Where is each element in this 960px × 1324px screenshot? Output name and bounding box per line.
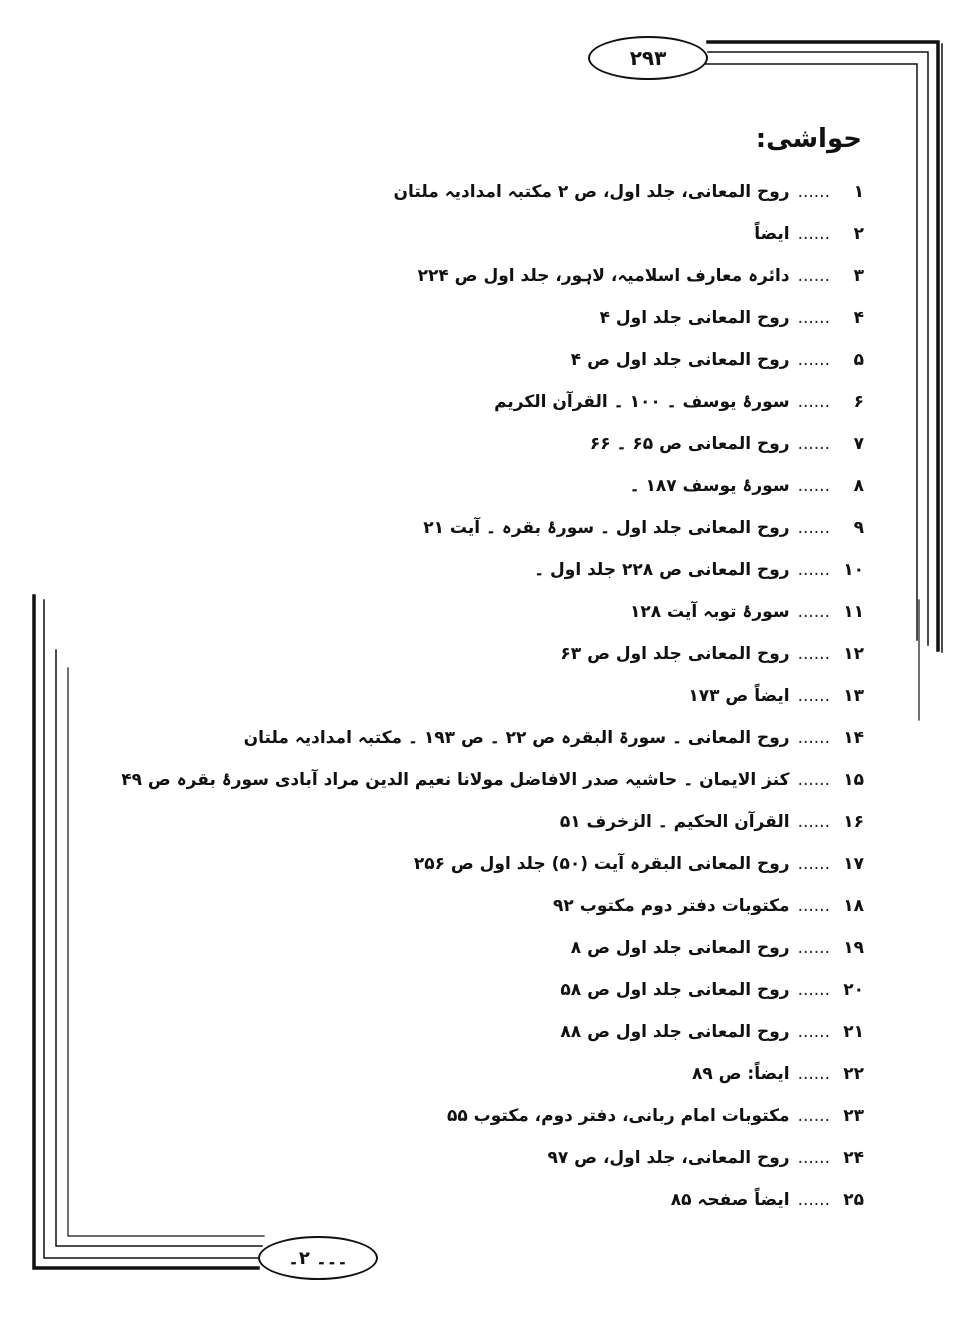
- footnote-leader-dots: ......: [797, 644, 830, 664]
- footnote-number: ۲۲: [843, 1064, 864, 1084]
- footnote-item: [121, 340, 864, 382]
- footnote-leader-dots: ......: [797, 1106, 830, 1126]
- footnote-leader-dots: ......: [797, 770, 830, 790]
- footnote-text: ایضاً ص ۱۷۳: [688, 686, 790, 706]
- footnote-item: [121, 298, 864, 340]
- footnote-item: [121, 592, 864, 634]
- footnote-text: روح المعانی، جلد اول، ص ۹۷: [547, 1148, 790, 1168]
- footnote-item: [121, 928, 864, 970]
- footnote-leader-dots: ......: [797, 896, 830, 916]
- footnote-text: سورۂ یوسف ۱۸۷ ۔: [629, 476, 790, 496]
- footnote-leader-dots: ......: [797, 476, 830, 496]
- footnotes-list: [121, 172, 864, 1222]
- footnote-leader-dots: ......: [797, 392, 830, 412]
- footnote-number: ۱: [853, 182, 864, 202]
- footnote-text: روح المعانی جلد اول ۴: [599, 308, 790, 328]
- footnote-item: [121, 466, 864, 508]
- footer-label: ۔۔۔ ۲۔: [288, 1247, 348, 1269]
- footnote-number: ۴: [853, 308, 864, 328]
- footnote-leader-dots: ......: [797, 1148, 830, 1168]
- footnote-text: روح المعانی جلد اول ص ۴: [570, 350, 790, 370]
- footnote-text: سورۂ یوسف ۔ ۱۰۰ ۔ القرآن الکریم: [494, 392, 790, 412]
- page-number: ۲۹۳: [629, 46, 667, 70]
- footnote-number: ۲۵: [843, 1190, 864, 1210]
- footnote-leader-dots: ......: [797, 938, 830, 958]
- footnote-leader-dots: ......: [797, 854, 830, 874]
- footnote-number: ۱۵: [843, 770, 864, 790]
- footnote-leader-dots: ......: [797, 980, 830, 1000]
- footnote-number: ۸: [853, 476, 864, 496]
- footnote-item: [121, 508, 864, 550]
- footnote-item: [121, 172, 864, 214]
- footnote-number: ۳: [853, 266, 864, 286]
- footnote-item: [121, 1180, 864, 1222]
- footnote-item: [121, 1138, 864, 1180]
- footnote-text: مکتوبات امام ربانی، دفتر دوم، مکتوب ۵۵: [446, 1106, 790, 1126]
- footnote-text: روح المعانی جلد اول ص ۸: [570, 938, 790, 958]
- footnote-item: [121, 550, 864, 592]
- footnote-text: ایضاً صفحہ ۸۵: [670, 1190, 790, 1210]
- footnote-text: روح المعانی ص ۲۲۸ جلد اول ۔: [534, 560, 790, 580]
- footnote-number: ۱۹: [843, 938, 864, 958]
- footnote-leader-dots: ......: [797, 560, 830, 580]
- footnote-leader-dots: ......: [797, 686, 830, 706]
- footnote-text: روح المعانی جلد اول ص ۶۳: [560, 644, 790, 664]
- footnote-leader-dots: ......: [797, 350, 830, 370]
- footnote-text: ایضاً: ص ۸۹: [691, 1064, 790, 1084]
- footnote-text: مکتوبات دفتر دوم مکتوب ۹۲: [553, 896, 790, 916]
- footnote-item: [121, 676, 864, 718]
- footnote-text: روح المعانی ص ۶۵ ۔ ۶۶: [589, 434, 790, 454]
- footer-oval: [258, 1236, 378, 1280]
- footnotes-heading: حواشی:: [755, 124, 862, 154]
- footnote-leader-dots: ......: [797, 1022, 830, 1042]
- footnote-leader-dots: ......: [797, 518, 830, 538]
- footnote-item: [121, 382, 864, 424]
- footnote-number: ۲۳: [843, 1106, 864, 1126]
- footnote-text: روح المعانی البقرہ آیت (۵۰) جلد اول ص ۲۵۶: [413, 854, 790, 874]
- footnote-number: ۱۸: [843, 896, 864, 916]
- footnote-item: [121, 424, 864, 466]
- footnote-number: ۲۴: [843, 1148, 864, 1168]
- footnote-number: ۱۲: [843, 644, 864, 664]
- footnote-text: القرآن الحکیم ۔ الزخرف ۵۱: [559, 812, 790, 832]
- footnote-number: ۱۱: [843, 602, 864, 622]
- footnote-item: [121, 1054, 864, 1096]
- footnote-text: روح المعانی جلد اول ص ۵۸: [560, 980, 790, 1000]
- footnote-item: [121, 886, 864, 928]
- footnote-text: دائرہ معارف اسلامیہ، لاہور، جلد اول ص ۲۲۴: [417, 266, 790, 286]
- page-number-oval: [588, 36, 708, 80]
- footnote-number: ۷: [853, 434, 864, 454]
- footnote-number: ۱۶: [843, 812, 864, 832]
- footnote-item: [121, 970, 864, 1012]
- footnote-item: [121, 1012, 864, 1054]
- footnote-text: کنز الایمان ۔ حاشیہ صدر الافاضل مولانا نعیم الدین مراد آبادی سورۂ بقرہ ص ۴۹: [121, 770, 790, 790]
- footnote-item: [121, 214, 864, 256]
- footnote-leader-dots: ......: [797, 602, 830, 622]
- footnote-number: ۲۱: [843, 1022, 864, 1042]
- footnote-number: ۲: [853, 224, 864, 244]
- footnote-leader-dots: ......: [797, 308, 830, 328]
- footnote-leader-dots: ......: [797, 182, 830, 202]
- footnote-number: ۱۷: [843, 854, 864, 874]
- footnote-text: روح المعانی، جلد اول، ص ۲ مکتبہ امدادیہ ملتان: [393, 182, 790, 202]
- footnote-item: [121, 634, 864, 676]
- footnote-number: ۱۴: [843, 728, 864, 748]
- footnote-leader-dots: ......: [797, 266, 830, 286]
- footnote-number: ۲۰: [843, 980, 864, 1000]
- footnote-number: ۱۳: [843, 686, 864, 706]
- footnote-item: [121, 256, 864, 298]
- footnote-item: [121, 802, 864, 844]
- footnote-number: ۹: [853, 518, 864, 538]
- footnote-text: روح المعانی ۔ سورۃ البقرہ ص ۲۲ ۔ ص ۱۹۳ ۔ مکتبہ امدادیہ ملتان: [243, 728, 790, 748]
- footnote-leader-dots: ......: [797, 812, 830, 832]
- footnote-leader-dots: ......: [797, 728, 830, 748]
- footnote-item: [121, 1096, 864, 1138]
- footnote-text: روح المعانی جلد اول ۔ سورۂ بقرہ ۔ آیت ۲۱: [423, 518, 790, 538]
- footnote-number: ۱۰: [843, 560, 864, 580]
- footnote-number: ۵: [853, 350, 864, 370]
- footnote-leader-dots: ......: [797, 224, 830, 244]
- footnote-item: [121, 760, 864, 802]
- footnote-text: روح المعانی جلد اول ص ۸۸: [560, 1022, 790, 1042]
- footnote-leader-dots: ......: [797, 434, 830, 454]
- footnote-leader-dots: ......: [797, 1190, 830, 1210]
- footnote-leader-dots: ......: [797, 1064, 830, 1084]
- footnote-text: ایضاً: [754, 224, 790, 244]
- footnote-text: سورۂ توبہ آیت ۱۲۸: [629, 602, 790, 622]
- footnote-item: [121, 718, 864, 760]
- footnote-item: [121, 844, 864, 886]
- footnote-number: ۶: [853, 392, 864, 412]
